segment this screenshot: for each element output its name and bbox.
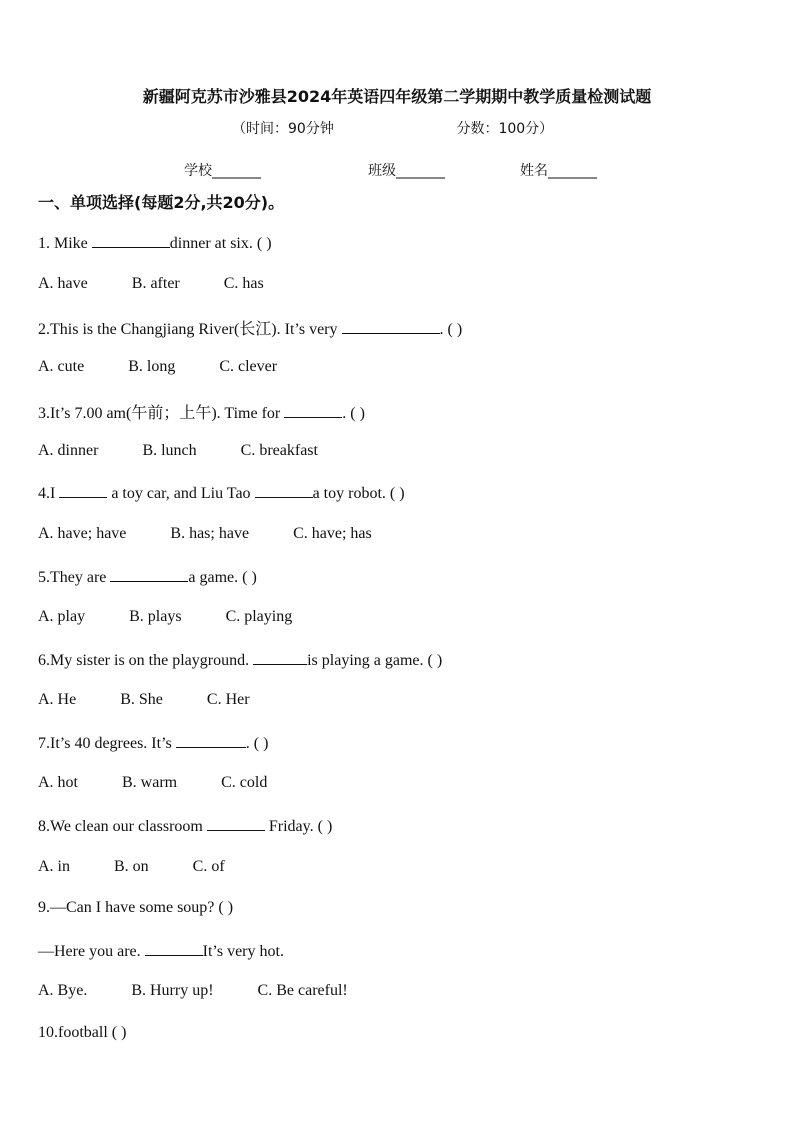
option-c: C. has: [223, 275, 264, 292]
question-6-options: [38, 691, 294, 709]
option-c: C. playing: [225, 608, 293, 625]
option-c: C. Her: [206, 691, 250, 708]
exam-time: （时间：90分钟: [232, 121, 334, 137]
name-field: 姓名_______: [520, 163, 597, 179]
option-b: B. plays: [129, 608, 182, 625]
question-8-options: [38, 858, 269, 876]
option-a: A. in: [38, 858, 70, 875]
answer-blank: [110, 567, 188, 582]
option-b: B. warm: [122, 774, 178, 791]
school-field: 学校_______: [184, 163, 261, 179]
question-4-options: [38, 525, 416, 543]
question-8: 8.We clean our classroom Friday. ( ): [38, 818, 333, 835]
option-c: C. breakfast: [240, 442, 318, 459]
question-6: 6.My sister is on the playground. is playing a game. ( ): [38, 652, 443, 669]
answer-blank: [176, 733, 246, 748]
option-c: C. have; has: [293, 525, 372, 542]
option-b: B. after: [131, 275, 180, 292]
answer-blank: [207, 816, 265, 831]
answer-blank: [92, 233, 170, 248]
exam-meta: [232, 118, 553, 138]
question-9-reply: —Here you are. It’s very hot.: [38, 943, 284, 960]
answer-blank: [145, 941, 203, 956]
option-b: B. Hurry up!: [131, 982, 214, 999]
option-b: B. on: [114, 858, 149, 875]
question-7-options: [38, 774, 311, 792]
answer-blank: [342, 319, 440, 334]
option-c: C. cold: [221, 774, 268, 791]
option-b: B. She: [120, 691, 163, 708]
question-4: 4.I a toy car, and Liu Tao a toy robot. ( ): [38, 485, 405, 502]
question-10: 10.football ( ): [38, 1024, 127, 1041]
option-a: A. cute: [38, 358, 85, 375]
answer-blank: [284, 403, 342, 418]
option-a: A. dinner: [38, 442, 99, 459]
question-9-options: [38, 982, 392, 1000]
answer-blank: [255, 483, 313, 498]
answer-blank: [59, 483, 107, 498]
answer-blank: [253, 650, 307, 665]
question-3-options: [38, 442, 362, 460]
question-2-options: [38, 358, 321, 376]
option-b: B. has; have: [170, 525, 250, 542]
exam-title: 新疆阿克苏市沙雅县2024年英语四年级第二学期期中教学质量检测试题: [142, 87, 652, 106]
class-field: 班级_______: [368, 163, 445, 179]
option-a: A. Bye.: [38, 982, 88, 999]
option-a: A. play: [38, 608, 86, 625]
question-9: 9.—Can I have some soup? ( ): [38, 899, 234, 916]
question-3: 3.It’s 7.00 am(午前；上午). Time for . ( ): [38, 405, 365, 422]
question-5-options: [38, 608, 336, 626]
option-c: C. Be careful!: [257, 982, 348, 999]
option-c: C. of: [192, 858, 225, 875]
option-a: A. He: [38, 691, 77, 708]
exam-score: 分数：100分）: [456, 121, 554, 137]
option-c: C. clever: [219, 358, 278, 375]
question-1: 1. Mike dinner at six. ( ): [38, 235, 272, 252]
question-5: 5.They are a game. ( ): [38, 569, 257, 586]
question-7: 7.It’s 40 degrees. It’s . ( ): [38, 735, 269, 752]
option-a: A. have; have: [38, 525, 127, 542]
option-a: A. hot: [38, 774, 78, 791]
question-2: 2.This is the Changjiang River(长江). It’s very . ( ): [38, 321, 463, 338]
section-title: 一、单项选择(每题2分,共20分)。: [38, 193, 285, 212]
option-b: B. lunch: [142, 442, 197, 459]
option-a: A. have: [38, 275, 88, 292]
option-b: B. long: [128, 358, 176, 375]
question-1-options: [38, 275, 308, 293]
